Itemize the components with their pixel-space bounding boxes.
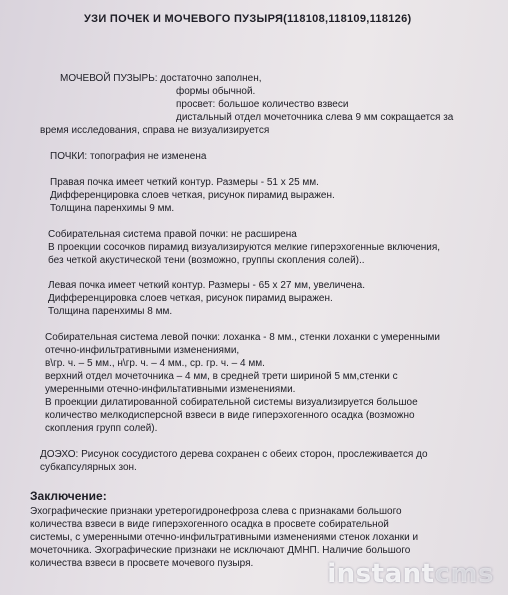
left-kidney-line-1: Левая почка имеет четкий контур. Размеры - 65 х 27 мм, увеличена. [48,280,366,291]
left-kidney-line-10: количество мелкодисперсной взвеси в виде гиперэхогенного осадка (возможно [45,410,415,421]
watermark-part-2: cms [434,559,494,589]
conclusion-line-5: количества взвеси в просвете мочевого пузыря. [30,558,254,569]
right-kidney-line-4: Собирательная система правой почки: не расширена [48,229,297,240]
right-kidney-line-6: без четкой акустической тени (возможно, группы скопления солей).. [48,255,365,266]
left-kidney-line-6: в\гр. ч. – 5 мм., н\гр. ч. – 4 мм., ср. гр. ч. – 4 мм. [45,358,265,369]
bladder-line-3: просвет: большое количество взвеси [176,99,349,110]
bladder-line-5: время исследования, справа не визуализируется [40,125,270,136]
page-title: УЗИ ПОЧЕК И МОЧЕВОГО ПУЗЫРЯ(118108,118109,118126) [84,13,412,25]
left-kidney-line-9: В проекции дилатированной собирательной системы визуализируется большое [45,397,418,408]
left-kidney-line-2: Дифференцировка слоев четкая, рисунок пирамид выражен. [48,293,333,304]
left-kidney-line-11: скопления групп солей). [45,423,158,434]
bladder-line-1: МОЧЕВОЙ ПУЗЫРЬ: достаточно заполнен, [60,73,262,84]
right-kidney-line-5: В проекции сосочков пирамид визуализируются мелкие гиперэхогенные включения, [48,242,441,253]
doppler-line-1: ДОЭХО: Рисунок сосудистого дерева сохранен с обеих сторон, прослеживается до [40,449,428,460]
left-kidney-line-4: Собирательная система левой почки: лоханка - 8 мм., стенки лоханки с умеренными [45,332,441,343]
kidneys-topography: ПОЧКИ: топография не изменена [50,151,207,162]
conclusion-line-1: Эхографические признаки уретерогидронефроза слева с признаками большого [30,506,402,517]
left-kidney-line-5: отечно-инфильтративными изменениями, [45,345,240,356]
right-kidney-line-3: Толщина паренхимы 9 мм. [50,203,175,214]
bladder-line-4: дистальный отдел мочеточника слева 9 мм сокращается за [176,112,454,123]
bladder-line-2: формы обычной. [176,86,256,97]
right-kidney-line-1: Правая почка имеет четкий контур. Размеры - 51 х 25 мм. [50,177,319,188]
conclusion-line-3: системы, с умеренными отечно-инфильтративными изменениями стенок лоханки и [30,532,419,543]
watermark-part-1: instant [327,559,435,589]
conclusion-line-4: мочеточника. Эхографические признаки не исключают ДМНП. Наличие большого [30,545,411,556]
doppler-line-2: субкапсулярных зон. [40,462,137,473]
left-kidney-line-8: умеренными отечно-инфильтативными изменениями. [45,384,296,395]
left-kidney-line-7: верхний отдел мочеточника – 4 мм, в средней трети шириной 5 мм,стенки с [45,371,398,382]
right-kidney-line-2: Дифференцировка слоев четкая, рисунок пирамид выражен. [50,190,335,201]
watermark [327,559,494,589]
conclusion-line-2: количества взвеси в виде гиперэхогенного осадка в просвете собирательной [30,519,389,530]
left-kidney-line-3: Толщина паренхимы 8 мм. [48,306,173,317]
conclusion-heading: Заключение: [30,489,107,503]
